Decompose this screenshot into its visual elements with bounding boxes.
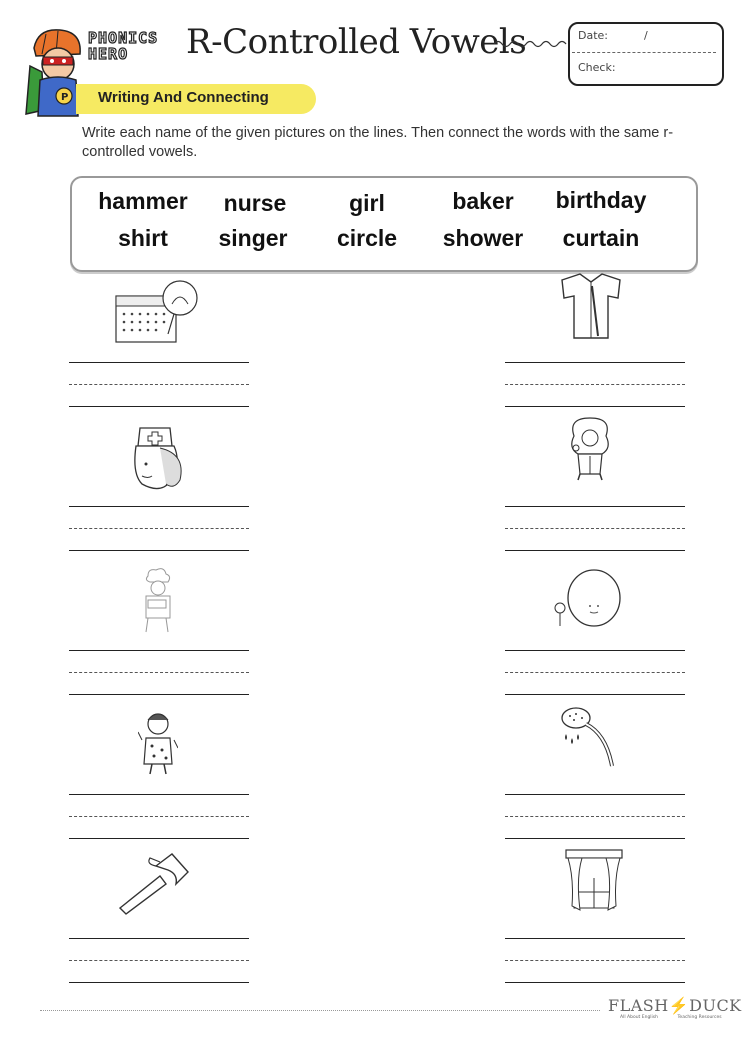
brand-tagline-left: All About English [620, 1015, 658, 1020]
writing-line-top[interactable] [505, 362, 685, 363]
calendar-icon [114, 278, 200, 344]
word-bank-item: circle [336, 225, 398, 251]
writing-line-bottom[interactable] [505, 406, 685, 407]
logo-line1: PHONICS [88, 29, 159, 47]
writing-line-mid [505, 672, 685, 673]
date-label: Date: [578, 29, 608, 42]
writing-line-mid [505, 384, 685, 385]
lightning-icon: ⚡ [668, 996, 690, 1015]
writing-line-bottom[interactable] [505, 550, 685, 551]
shower-icon [558, 704, 622, 770]
brand-tagline [620, 1015, 722, 1020]
writing-line-mid [505, 528, 685, 529]
baker-icon [136, 568, 176, 634]
word-bank-item: shirt [118, 225, 168, 251]
girl-icon [138, 710, 178, 776]
brand-tagline-right: Teaching Resources [677, 1015, 722, 1020]
curtain-icon [564, 848, 624, 916]
writing-line-top[interactable] [505, 506, 685, 507]
writing-line-mid [69, 384, 249, 385]
word-bank-item: curtain [562, 225, 640, 251]
nurse-icon [130, 424, 188, 494]
instructions: Write each name of the given pictures on the lines. Then connect the words with the same r-controlled vowels. [82, 125, 674, 160]
writing-line-top[interactable] [69, 506, 249, 507]
word-bank-item: shower [442, 225, 524, 251]
writing-line-top[interactable] [505, 650, 685, 651]
writing-line-bottom[interactable] [69, 982, 249, 983]
writing-line-top[interactable] [69, 362, 249, 363]
word-bank-item: birthday [555, 187, 647, 213]
writing-line-mid [505, 960, 685, 961]
word-bank-item: girl [349, 190, 385, 216]
writing-line-mid [69, 816, 249, 817]
word-bank-item: hammer [98, 188, 188, 214]
mascot-badge: P [61, 92, 69, 103]
writing-line-mid [69, 528, 249, 529]
shirt-icon [558, 272, 624, 342]
writing-line-bottom[interactable] [505, 838, 685, 839]
word-bank-item: baker [452, 188, 514, 214]
logo [88, 30, 158, 62]
brand-logo [608, 996, 742, 1015]
word-bank-item: singer [218, 225, 288, 251]
brand-part1: FLASH [608, 996, 669, 1015]
writing-line-bottom[interactable] [69, 694, 249, 695]
circle-icon [552, 566, 622, 632]
writing-line-bottom[interactable] [505, 982, 685, 983]
section-banner-text: Writing And Connecting [98, 89, 269, 106]
writing-line-top[interactable] [69, 938, 249, 939]
date-separator: / [644, 29, 648, 42]
footer-divider [40, 1010, 600, 1011]
squiggle-divider [494, 38, 568, 50]
check-label: Check: [578, 61, 616, 74]
logo-line2: HERO [88, 45, 129, 63]
writing-line-mid [505, 816, 685, 817]
writing-line-bottom[interactable] [69, 550, 249, 551]
page-title: R-Controlled Vowels [186, 22, 527, 62]
writing-line-top[interactable] [505, 938, 685, 939]
writing-line-top[interactable] [69, 650, 249, 651]
hammer-icon [116, 850, 192, 916]
brand-part2: DUCK [689, 996, 742, 1015]
writing-line-bottom[interactable] [69, 406, 249, 407]
writing-line-bottom[interactable] [505, 694, 685, 695]
writing-line-mid [69, 960, 249, 961]
writing-line-top[interactable] [69, 794, 249, 795]
date-divider [572, 52, 716, 53]
writing-line-bottom[interactable] [69, 838, 249, 839]
singer-icon [566, 416, 614, 482]
writing-line-mid [69, 672, 249, 673]
word-bank-item: nurse [223, 190, 287, 216]
writing-line-top[interactable] [505, 794, 685, 795]
